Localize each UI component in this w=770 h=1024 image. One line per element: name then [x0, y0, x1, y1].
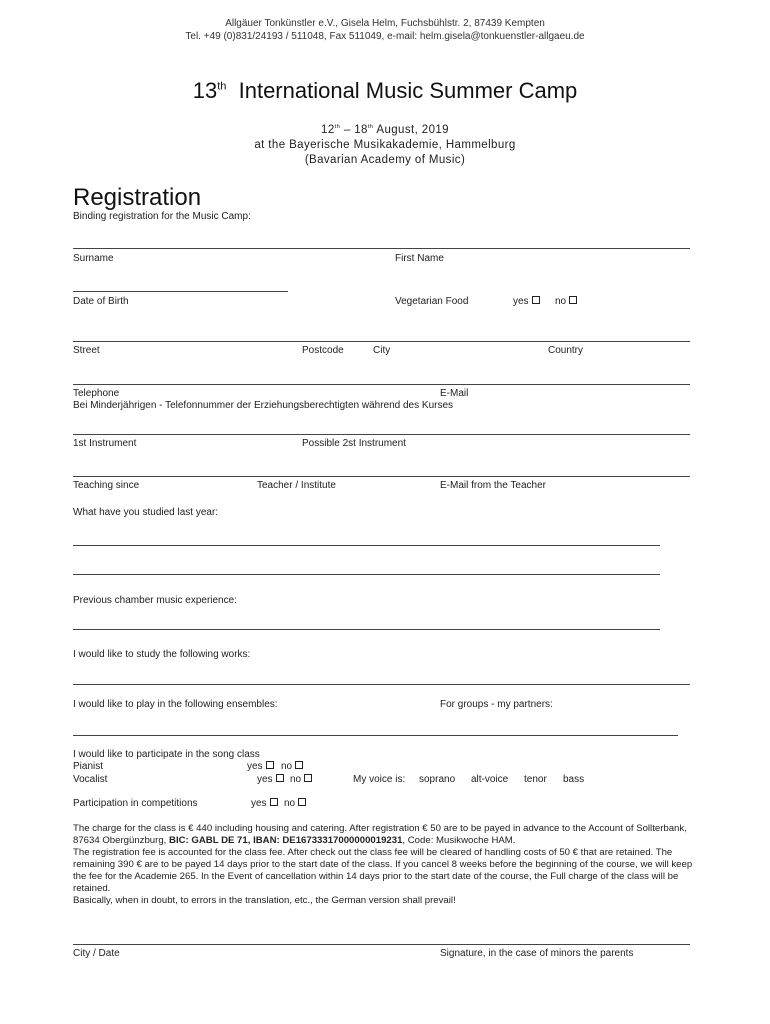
first-name-label: First Name [395, 253, 444, 264]
partners-label: For groups - my partners: [440, 699, 553, 710]
pianist-no-checkbox[interactable] [295, 761, 303, 769]
vocalist-no-checkbox[interactable] [304, 774, 312, 782]
instrument-line [73, 434, 690, 435]
terms-translation: Basically, when in doubt, to errors in the translation, etc., the German version shall prevail! [73, 895, 456, 906]
event-venue: at the Bayerische Musikakademie, Hammelburg [254, 139, 516, 151]
teaching-since-label: Teaching since [73, 480, 140, 491]
voice-tenor[interactable]: tenor [524, 774, 547, 785]
vegetarian-no-option[interactable] [555, 296, 577, 307]
city-date-label: City / Date [73, 948, 120, 959]
terms-text [73, 823, 703, 907]
postcode-label: Postcode [302, 345, 344, 356]
pianist-no-label: no [281, 761, 293, 772]
vocalist-label: Vocalist [73, 774, 108, 785]
event-venue-sub: (Bavarian Academy of Music) [304, 154, 466, 166]
competitions-yes-label: yes [251, 798, 267, 809]
country-label: Country [548, 345, 584, 356]
title-number: 13 [192, 78, 218, 103]
vocalist-yes-checkbox[interactable] [276, 774, 284, 782]
date-end: – 18 [340, 124, 368, 136]
title-suffix: th [217, 80, 227, 93]
vegetarian-no-label: no [555, 296, 567, 307]
signature-label: Signature, in the case of minors the parents [440, 948, 634, 959]
vocalist-no-label: no [290, 774, 302, 785]
telephone-label: Telephone [73, 388, 120, 399]
pianist-no-option[interactable] [281, 761, 303, 772]
vegetarian-yes-checkbox[interactable] [532, 296, 540, 304]
surname-line [73, 248, 690, 249]
surname-firstname-input[interactable] [73, 233, 694, 249]
city-label: City [373, 345, 391, 356]
address-line [73, 341, 690, 342]
email-label: E-Mail [440, 388, 469, 399]
chamber-label: Previous chamber music experience: [73, 595, 237, 606]
date-start: 12 [321, 124, 335, 136]
ensembles-label: I would like to play in the following ensembles: [73, 699, 278, 710]
date-of-birth-input[interactable] [73, 276, 292, 292]
teaching-line [73, 476, 690, 477]
registration-heading: Registration [73, 184, 202, 211]
pianist-yes-checkbox[interactable] [266, 761, 274, 769]
title-text: International Music Summer Camp [238, 78, 578, 103]
signature-line [73, 944, 690, 945]
address-input[interactable] [73, 326, 694, 342]
works-label: I would like to study the following works: [73, 649, 251, 660]
instrument2-label: Possible 2st Instrument [302, 438, 406, 449]
date-month-year: August, 2019 [373, 124, 449, 136]
surname-label: Surname [73, 253, 114, 264]
instrument-input[interactable] [73, 419, 694, 435]
minor-phone-note: Bei Minderjährigen - Telefonnummer der Erziehungsberechtigten während des Kurses [73, 400, 454, 411]
terms-fee: The registration fee is accounted for the class fee. After check out the class fee will be cleared of handling costs of 50 € that are retained. The remaining 390 € are to be payed 14 days prior to the start date of the class. If you cancel 8 weeks before the beginning of the course, we will keep the fee for the Academie 265. In the Event of cancellation within 14 days prior to the start date of the course, the Full charge of the class will be retained. [73, 847, 693, 894]
page-title [0, 78, 770, 104]
terms-payment [73, 823, 703, 847]
studied-label: What have you studied last year: [73, 507, 219, 518]
competitions-yes-checkbox[interactable] [270, 798, 278, 806]
dob-line [73, 291, 288, 292]
works-line [73, 684, 690, 685]
competitions-no-label: no [284, 798, 296, 809]
studied-input-1[interactable] [73, 530, 664, 546]
competitions-label: Participation in competitions [73, 798, 198, 809]
event-dates [0, 124, 770, 136]
my-voice-label: My voice is: [353, 774, 406, 785]
competitions-no-checkbox[interactable] [298, 798, 306, 806]
pianist-yes-option[interactable] [247, 761, 274, 772]
teaching-input[interactable] [73, 461, 694, 477]
telephone-email-input[interactable] [73, 369, 694, 385]
competitions-no-option[interactable] [284, 798, 306, 809]
voice-bass[interactable]: bass [563, 774, 585, 785]
ensembles-input[interactable] [73, 720, 682, 736]
date-end-suffix: th [367, 124, 374, 131]
vegetarian-yes-label: yes [513, 296, 529, 307]
vegetarian-yes-option[interactable] [513, 296, 540, 307]
letterhead-contact: Tel. +49 (0)831/24193 / 511048, Fax 511049, e-mail: helm.gisela@tonkuenstler-allgaeu.de [185, 31, 585, 42]
song-class-label: I would like to participate in the song class [73, 749, 260, 760]
pianist-label: Pianist [73, 761, 104, 772]
vocalist-yes-option[interactable] [257, 774, 284, 785]
vocalist-yes-label: yes [257, 774, 273, 785]
studied-input-2[interactable] [73, 559, 664, 575]
ensembles-line [73, 735, 678, 736]
dob-label: Date of Birth [73, 296, 129, 307]
voice-alt[interactable]: alt-voice [471, 774, 509, 785]
terms-payment-text: The charge for the class is € 440 including housing and catering. After registration € 50 are to be payed in advance to the Account of Sollterbank, 87634 Obergünzburg, [73, 823, 687, 846]
vegetarian-label: Vegetarian Food [395, 296, 469, 307]
vocalist-no-option[interactable] [290, 774, 312, 785]
pianist-yes-label: yes [247, 761, 263, 772]
works-input[interactable] [73, 669, 694, 685]
teacher-email-label: E-Mail from the Teacher [440, 480, 546, 491]
registration-intro: Binding registration for the Music Camp: [73, 211, 251, 222]
vegetarian-no-checkbox[interactable] [569, 296, 577, 304]
signature-input[interactable] [73, 929, 694, 945]
studied-line-2 [73, 574, 660, 575]
instrument1-label: 1st Instrument [73, 438, 137, 449]
studied-line-1 [73, 545, 660, 546]
terms-payment-code: , Code: Musikwoche HAM. [402, 835, 516, 846]
telephone-line [73, 384, 690, 385]
street-label: Street [73, 345, 100, 356]
bank-details: BIC: GABL DE 71, IBAN: DE16733317000000019231 [169, 835, 403, 846]
voice-soprano[interactable]: soprano [419, 774, 456, 785]
letterhead-address: Allgäuer Tonkünstler e.V., Gisela Helm, Fuchsbühlstr. 2, 87439 Kempten [225, 18, 545, 29]
chamber-line [73, 629, 660, 630]
competitions-yes-option[interactable] [251, 798, 278, 809]
chamber-input[interactable] [73, 614, 664, 630]
teacher-label: Teacher / Institute [257, 480, 336, 491]
date-start-suffix: th [334, 124, 341, 131]
